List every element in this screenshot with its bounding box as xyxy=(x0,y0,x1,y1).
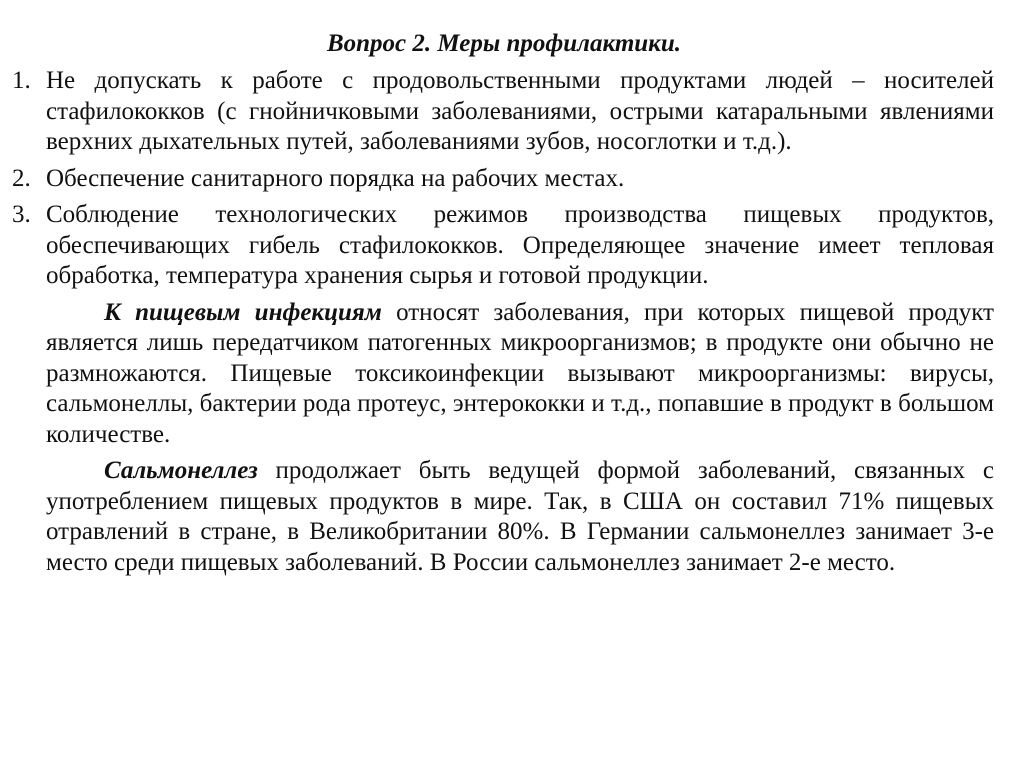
list-item xyxy=(12,200,994,292)
list-item-text: Соблюдение технологических режимов производства пищевых продуктов, обеспечивающих гибель стафилококков. Определяющее значение имеет тепловая обработка, температура хранения сырья и готовой продукции. xyxy=(46,201,994,289)
list-item-text: Не допускать к работе с продовольственными продуктами людей – носителей стафилококков (с гнойничковыми заболеваниями, острыми катаральными явлениями верхних дыхательных путей, заболеваниями зубов, носоглотки и т.д.). xyxy=(46,67,994,155)
slide-title: Вопрос 2. Меры профилактики. xyxy=(326,30,682,57)
paragraph-text: относят заболевания, при которых пищевой продукт является лишь передатчиком патогенных микроорганизмов; в продукте они обычно не размножаются. Пищевые токсикоинфекции вызывают микроорганизмы: вирусы, сальмонеллы, бактерии рода протеус, энтерококки и т.д., попавшие в продукт в большом количестве. xyxy=(46,298,994,448)
slide-content xyxy=(12,66,994,584)
paragraph-salmonellosis xyxy=(46,456,994,578)
paragraph-food-infections xyxy=(46,298,994,451)
list-item-number: 1. xyxy=(12,67,31,94)
list-item xyxy=(12,164,994,195)
list-item-number: 2. xyxy=(12,164,31,192)
list-item xyxy=(12,66,994,158)
term-food-infections: К пищевым инфекциям xyxy=(104,298,382,326)
term-salmonellosis: Сальмонеллез xyxy=(104,457,258,484)
paragraph-text: продолжает быть ведущей формой заболеваний, связанных с употреблением пищевых продуктов в мире. Так, в США он составил 71% пищевых отравлений в стране, в Великобритании 80%. В Германии сальмонеллез занимает 3-е место среди пищевых заболеваний. В России сальмонеллез занимает 2-е место. xyxy=(46,457,994,576)
list-item-text: Обеспечение санитарного порядка на рабочих местах. xyxy=(46,164,625,192)
list-item-number: 3. xyxy=(12,201,31,228)
